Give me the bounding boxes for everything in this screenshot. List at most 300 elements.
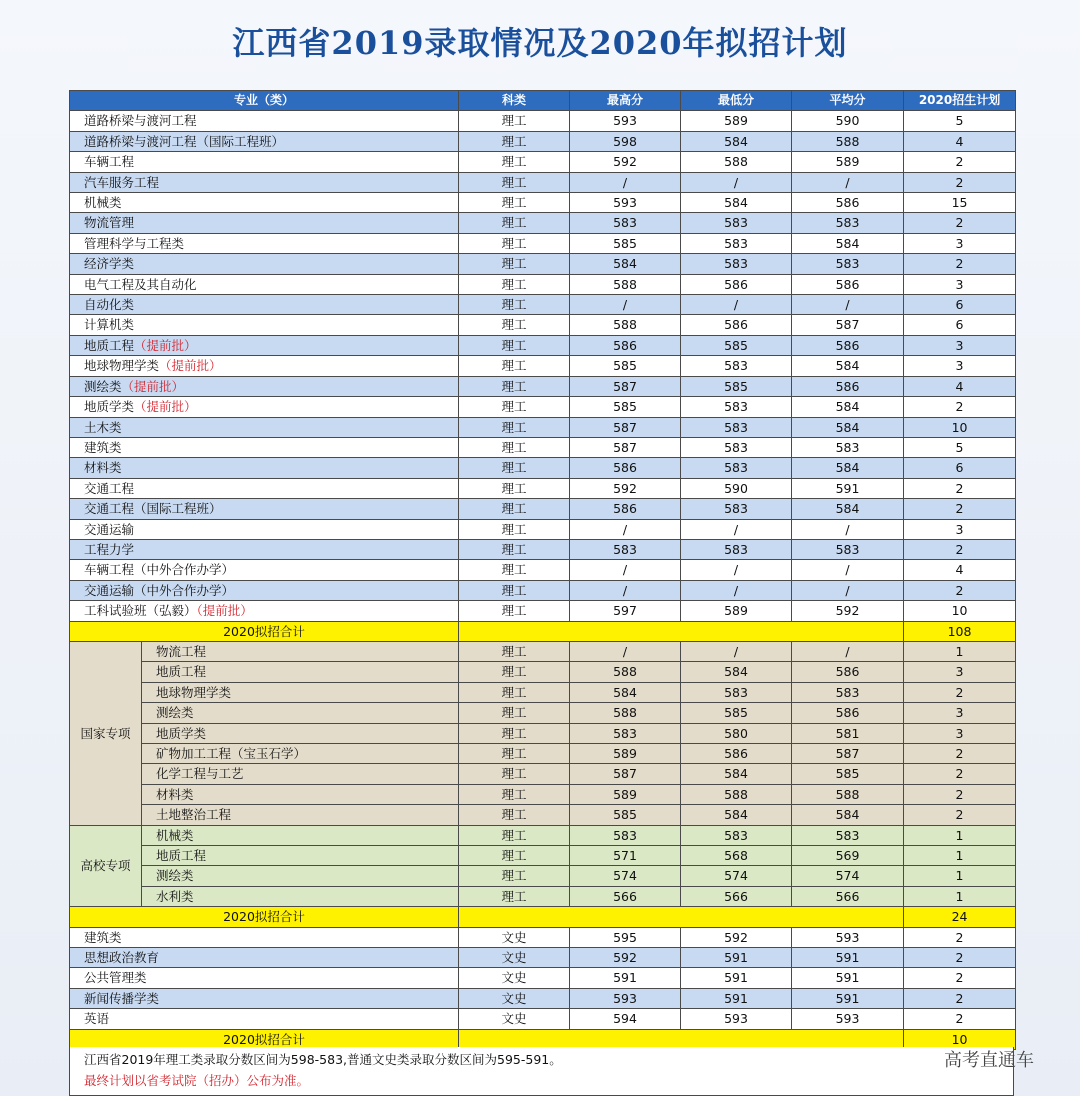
table-row	[70, 499, 1016, 519]
cell-subject-type: 理工	[459, 764, 570, 784]
cell-plan: 4	[904, 131, 1016, 151]
cell-avg-score: 584	[792, 233, 904, 253]
cell-min-score: 583	[681, 499, 792, 519]
cell-min-score: 588	[681, 784, 792, 804]
cell-min-score: 585	[681, 376, 792, 396]
major-name: 经济学类	[84, 256, 135, 272]
table-row	[70, 866, 1016, 886]
cell-major-name	[70, 111, 459, 131]
major-name: 机械类	[84, 195, 122, 211]
major-name: 公共管理类	[84, 970, 147, 986]
table-row	[70, 662, 1016, 682]
cell-plan: 2	[904, 254, 1016, 274]
table-row	[70, 458, 1016, 478]
cell-major-name	[70, 968, 459, 988]
cell-subject-type: 文史	[459, 968, 570, 988]
cell-avg-score: 583	[792, 825, 904, 845]
note-score-range: 江西省2019年理工类录取分数区间为598-583,普通文史类录取分数区间为595-591。	[84, 1052, 562, 1067]
cell-plan: 2	[904, 152, 1016, 172]
cell-max-score: 586	[570, 458, 681, 478]
cell-major-name	[70, 397, 459, 417]
cell-subject-type: 理工	[459, 846, 570, 866]
cell-avg-score: 583	[792, 682, 904, 702]
cell-max-score: 566	[570, 886, 681, 906]
cell-min-score: 574	[681, 866, 792, 886]
cell-max-score: /	[570, 519, 681, 539]
major-name: 交通运输（中外合作办学）	[84, 582, 235, 598]
cell-subject-type: 理工	[459, 437, 570, 457]
cell-max-score: 593	[570, 988, 681, 1008]
cell-max-score: 583	[570, 539, 681, 559]
cell-min-score: 583	[681, 825, 792, 845]
cell-major-name	[70, 417, 459, 437]
cell-avg-score: 590	[792, 111, 904, 131]
cell-max-score: 588	[570, 662, 681, 682]
cell-min-score: 580	[681, 723, 792, 743]
cell-subject-type: 理工	[459, 193, 570, 213]
cell-max-score: 585	[570, 233, 681, 253]
major-name: 工科试验班（弘毅）	[84, 603, 197, 619]
table-row	[70, 1009, 1016, 1029]
cell-max-score: 591	[570, 968, 681, 988]
cell-major-name	[70, 274, 459, 294]
cell-major-name	[70, 315, 459, 335]
cell-avg-score: 585	[792, 764, 904, 784]
table-row	[70, 131, 1016, 151]
table-row	[70, 825, 1016, 845]
cell-avg-score: 584	[792, 805, 904, 825]
cell-avg-score: 591	[792, 968, 904, 988]
cell-subject-type: 理工	[459, 397, 570, 417]
table-row	[70, 805, 1016, 825]
cell-subject-type: 理工	[459, 641, 570, 661]
cell-min-score: 566	[681, 886, 792, 906]
table-row	[70, 784, 1016, 804]
table-row	[70, 315, 1016, 335]
early-batch-tag: （提前批）	[196, 603, 253, 619]
major-name: 交通工程（国际工程班）	[84, 501, 222, 517]
cell-min-score: 591	[681, 948, 792, 968]
cell-subject-type: 文史	[459, 1009, 570, 1029]
cell-subject-type: 理工	[459, 825, 570, 845]
cell-max-score: 585	[570, 397, 681, 417]
cell-min-score: /	[681, 580, 792, 600]
cell-max-score: 593	[570, 193, 681, 213]
table-row	[70, 172, 1016, 192]
early-batch-tag: （提前批）	[121, 378, 185, 394]
table-row	[70, 356, 1016, 376]
cell-plan: 2	[904, 478, 1016, 498]
cell-major-name: 矿物加工工程（宝玉石学）	[142, 744, 459, 764]
cell-avg-score: 588	[792, 131, 904, 151]
cell-plan: 2	[904, 948, 1016, 968]
cell-major-name: 地球物理学类	[142, 682, 459, 702]
cell-major-name	[70, 580, 459, 600]
table-row	[70, 478, 1016, 498]
subtotal-row	[70, 621, 1016, 641]
major-name: 道路桥梁与渡河工程（国际工程班）	[84, 133, 285, 149]
cell-avg-score: 592	[792, 601, 904, 621]
table-row	[70, 846, 1016, 866]
table-row	[70, 295, 1016, 315]
cell-subject-type: 理工	[459, 744, 570, 764]
cell-max-score: 587	[570, 417, 681, 437]
major-name: 土木类	[84, 419, 122, 435]
cell-plan: 1	[904, 641, 1016, 661]
cell-major-name	[70, 988, 459, 1008]
cell-min-score: 589	[681, 111, 792, 131]
cell-min-score: 591	[681, 988, 792, 1008]
cell-avg-score: 584	[792, 397, 904, 417]
subtotal-spacer	[459, 621, 904, 641]
cell-subject-type: 理工	[459, 172, 570, 192]
cell-plan: 6	[904, 315, 1016, 335]
cell-plan: 2	[904, 682, 1016, 702]
table-row	[70, 682, 1016, 702]
cell-major-name: 化学工程与工艺	[142, 764, 459, 784]
cell-min-score: 583	[681, 356, 792, 376]
table-row	[70, 193, 1016, 213]
cell-min-score: /	[681, 560, 792, 580]
cell-min-score: 583	[681, 213, 792, 233]
cell-max-score: 598	[570, 131, 681, 151]
group-label: 高校专项	[70, 825, 142, 907]
table-row	[70, 988, 1016, 1008]
cell-major-name: 机械类	[142, 825, 459, 845]
cell-min-score: 583	[681, 682, 792, 702]
cell-avg-score: 574	[792, 866, 904, 886]
cell-plan: 1	[904, 846, 1016, 866]
cell-plan: 2	[904, 784, 1016, 804]
notes-box	[69, 1047, 1014, 1096]
cell-min-score: /	[681, 641, 792, 661]
cell-min-score: /	[681, 519, 792, 539]
major-name: 交通运输	[84, 521, 135, 537]
cell-max-score: 583	[570, 825, 681, 845]
subtotal-value: 108	[904, 621, 1016, 641]
cell-major-name	[70, 499, 459, 519]
cell-plan: 2	[904, 805, 1016, 825]
major-name: 管理科学与工程类	[84, 235, 185, 251]
cell-min-score: 583	[681, 233, 792, 253]
cell-avg-score: /	[792, 560, 904, 580]
cell-avg-score: 566	[792, 886, 904, 906]
cell-plan: 2	[904, 172, 1016, 192]
subtotal-label: 2020拟招合计	[70, 621, 459, 641]
table-row	[70, 560, 1016, 580]
cell-avg-score: /	[792, 172, 904, 192]
header-max-score: 最高分	[570, 91, 681, 111]
note-disclaimer: 最终计划以省考试院（招办）公布为准。	[84, 1073, 310, 1088]
cell-max-score: /	[570, 560, 681, 580]
major-name: 车辆工程	[84, 154, 135, 170]
cell-avg-score: 593	[792, 927, 904, 947]
cell-subject-type: 理工	[459, 315, 570, 335]
cell-major-name	[70, 1009, 459, 1029]
cell-subject-type: 理工	[459, 274, 570, 294]
cell-major-name: 材料类	[142, 784, 459, 804]
cell-avg-score: 587	[792, 315, 904, 335]
subtotal-label: 2020拟招合计	[70, 907, 459, 927]
cell-major-name	[70, 193, 459, 213]
cell-subject-type: 理工	[459, 233, 570, 253]
cell-max-score: 588	[570, 315, 681, 335]
cell-plan: 4	[904, 376, 1016, 396]
cell-major-name	[70, 152, 459, 172]
cell-major-name	[70, 376, 459, 396]
cell-major-name	[70, 948, 459, 968]
cell-avg-score: 593	[792, 1009, 904, 1029]
table-row	[70, 580, 1016, 600]
table-row	[70, 111, 1016, 131]
cell-max-score: 587	[570, 764, 681, 784]
cell-plan: 3	[904, 335, 1016, 355]
table-row	[70, 539, 1016, 559]
table-row	[70, 335, 1016, 355]
major-name: 材料类	[84, 460, 122, 476]
cell-major-name	[70, 601, 459, 621]
cell-major-name: 土地整治工程	[142, 805, 459, 825]
cell-plan: 6	[904, 458, 1016, 478]
major-name: 交通工程	[84, 480, 135, 496]
cell-min-score: 588	[681, 152, 792, 172]
cell-max-score: 592	[570, 948, 681, 968]
cell-major-name: 地质工程	[142, 846, 459, 866]
cell-subject-type: 理工	[459, 213, 570, 233]
cell-avg-score: 583	[792, 437, 904, 457]
cell-plan: 3	[904, 274, 1016, 294]
subtotal-value: 24	[904, 907, 1016, 927]
cell-subject-type: 理工	[459, 478, 570, 498]
cell-avg-score: 584	[792, 356, 904, 376]
cell-subject-type: 文史	[459, 927, 570, 947]
table-row	[70, 213, 1016, 233]
cell-max-score: 588	[570, 703, 681, 723]
cell-max-score: 583	[570, 723, 681, 743]
cell-avg-score: /	[792, 519, 904, 539]
cell-subject-type: 理工	[459, 131, 570, 151]
cell-min-score: 586	[681, 315, 792, 335]
cell-avg-score: /	[792, 580, 904, 600]
cell-avg-score: /	[792, 295, 904, 315]
cell-min-score: 583	[681, 437, 792, 457]
cell-avg-score: 586	[792, 376, 904, 396]
major-name: 计算机类	[84, 317, 135, 333]
cell-max-score: 585	[570, 805, 681, 825]
major-name: 英语	[84, 1011, 110, 1027]
cell-min-score: 584	[681, 764, 792, 784]
major-name: 电气工程及其自动化	[84, 276, 197, 292]
table-row	[70, 437, 1016, 457]
cell-plan: 5	[904, 111, 1016, 131]
cell-min-score: 586	[681, 744, 792, 764]
cell-min-score: 584	[681, 193, 792, 213]
table-row	[70, 152, 1016, 172]
cell-avg-score: 584	[792, 417, 904, 437]
cell-min-score: 590	[681, 478, 792, 498]
major-name: 建筑类	[84, 929, 122, 945]
cell-avg-score: 583	[792, 254, 904, 274]
header-plan-2020: 2020招生计划	[904, 91, 1016, 111]
cell-avg-score: 586	[792, 335, 904, 355]
cell-major-name	[70, 458, 459, 478]
major-name: 地质工程	[84, 337, 135, 353]
cell-plan: 2	[904, 764, 1016, 784]
cell-major-name: 地质工程	[142, 662, 459, 682]
cell-major-name	[70, 437, 459, 457]
cell-plan: 2	[904, 580, 1016, 600]
cell-max-score: 594	[570, 1009, 681, 1029]
header-min-score: 最低分	[681, 91, 792, 111]
table-row	[70, 764, 1016, 784]
table-row	[70, 948, 1016, 968]
group-label: 国家专项	[70, 641, 142, 825]
cell-avg-score: 591	[792, 988, 904, 1008]
cell-plan: 2	[904, 968, 1016, 988]
cell-subject-type: 理工	[459, 458, 570, 478]
cell-avg-score: 587	[792, 744, 904, 764]
table-row	[70, 376, 1016, 396]
major-name: 车辆工程（中外合作办学）	[84, 562, 235, 578]
cell-max-score: 586	[570, 499, 681, 519]
subtotal-spacer	[459, 907, 904, 927]
cell-plan: 1	[904, 866, 1016, 886]
cell-subject-type: 理工	[459, 417, 570, 437]
cell-subject-type: 理工	[459, 580, 570, 600]
cell-subject-type: 理工	[459, 152, 570, 172]
table-row	[70, 886, 1016, 906]
cell-subject-type: 理工	[459, 376, 570, 396]
cell-subject-type: 理工	[459, 886, 570, 906]
cell-plan: 3	[904, 356, 1016, 376]
table-row	[70, 641, 1016, 661]
cell-subject-type: 理工	[459, 703, 570, 723]
cell-avg-score: 591	[792, 478, 904, 498]
subtotal-label: 2020拟招合计	[70, 1029, 459, 1049]
cell-min-score: 583	[681, 254, 792, 274]
major-name: 自动化类	[84, 297, 135, 313]
cell-major-name	[70, 172, 459, 192]
table-row	[70, 723, 1016, 743]
cell-min-score: 568	[681, 846, 792, 866]
table-row	[70, 744, 1016, 764]
cell-avg-score: 583	[792, 213, 904, 233]
cell-major-name: 测绘类	[142, 866, 459, 886]
cell-major-name	[70, 356, 459, 376]
page-title: 江西省2019录取情况及2020年拟招计划	[232, 24, 848, 62]
cell-avg-score: 586	[792, 274, 904, 294]
cell-min-score: 584	[681, 662, 792, 682]
cell-avg-score: 581	[792, 723, 904, 743]
cell-avg-score: 586	[792, 662, 904, 682]
table-row	[70, 397, 1016, 417]
cell-avg-score: 586	[792, 193, 904, 213]
subtotal-value: 10	[904, 1029, 1016, 1049]
cell-plan: 3	[904, 233, 1016, 253]
cell-max-score: 589	[570, 744, 681, 764]
cell-avg-score: 584	[792, 499, 904, 519]
cell-major-name	[70, 519, 459, 539]
cell-plan: 15	[904, 193, 1016, 213]
cell-major-name	[70, 213, 459, 233]
major-name: 地球物理学类	[84, 358, 160, 374]
table-row	[70, 274, 1016, 294]
cell-major-name	[70, 233, 459, 253]
cell-plan: 2	[904, 213, 1016, 233]
cell-subject-type: 理工	[459, 356, 570, 376]
cell-max-score: 574	[570, 866, 681, 886]
admission-table	[69, 90, 1016, 1050]
cell-min-score: 589	[681, 601, 792, 621]
major-name: 物流管理	[84, 215, 135, 231]
cell-avg-score: 589	[792, 152, 904, 172]
early-batch-tag: （提前批）	[134, 337, 197, 353]
cell-plan: 3	[904, 519, 1016, 539]
cell-max-score: 593	[570, 111, 681, 131]
cell-max-score: /	[570, 641, 681, 661]
cell-avg-score: 569	[792, 846, 904, 866]
cell-min-score: 583	[681, 397, 792, 417]
cell-min-score: 583	[681, 539, 792, 559]
cell-major-name	[70, 254, 459, 274]
major-name: 建筑类	[84, 439, 122, 455]
cell-min-score: 585	[681, 335, 792, 355]
cell-subject-type: 理工	[459, 560, 570, 580]
cell-min-score: 583	[681, 458, 792, 478]
table-row	[70, 927, 1016, 947]
early-batch-tag: （提前批）	[134, 399, 197, 415]
cell-subject-type: 文史	[459, 948, 570, 968]
cell-plan: 1	[904, 825, 1016, 845]
cell-plan: 1	[904, 886, 1016, 906]
cell-min-score: /	[681, 172, 792, 192]
cell-avg-score: 591	[792, 948, 904, 968]
cell-min-score: 593	[681, 1009, 792, 1029]
cell-max-score: /	[570, 172, 681, 192]
table-row	[70, 417, 1016, 437]
cell-min-score: 584	[681, 131, 792, 151]
major-name: 地质学类	[84, 399, 135, 415]
cell-max-score: 587	[570, 437, 681, 457]
cell-subject-type: 理工	[459, 662, 570, 682]
cell-min-score: 585	[681, 703, 792, 723]
cell-avg-score: 588	[792, 784, 904, 804]
cell-major-name	[70, 560, 459, 580]
cell-avg-score: /	[792, 641, 904, 661]
header-avg-score: 平均分	[792, 91, 904, 111]
header-major: 专业（类）	[70, 91, 459, 111]
cell-max-score: 586	[570, 335, 681, 355]
major-name: 思想政治教育	[84, 950, 160, 966]
cell-major-name	[70, 295, 459, 315]
cell-plan: 10	[904, 601, 1016, 621]
table-row	[70, 254, 1016, 274]
cell-plan: 2	[904, 499, 1016, 519]
cell-subject-type: 理工	[459, 254, 570, 274]
cell-avg-score: 583	[792, 539, 904, 559]
header-subject-type: 科类	[459, 91, 570, 111]
cell-major-name	[70, 335, 459, 355]
table-row	[70, 233, 1016, 253]
cell-subject-type: 理工	[459, 601, 570, 621]
cell-major-name	[70, 131, 459, 151]
table-row	[70, 968, 1016, 988]
cell-subject-type: 理工	[459, 866, 570, 886]
cell-max-score: 597	[570, 601, 681, 621]
cell-max-score: /	[570, 295, 681, 315]
cell-avg-score: 586	[792, 703, 904, 723]
table-row	[70, 703, 1016, 723]
